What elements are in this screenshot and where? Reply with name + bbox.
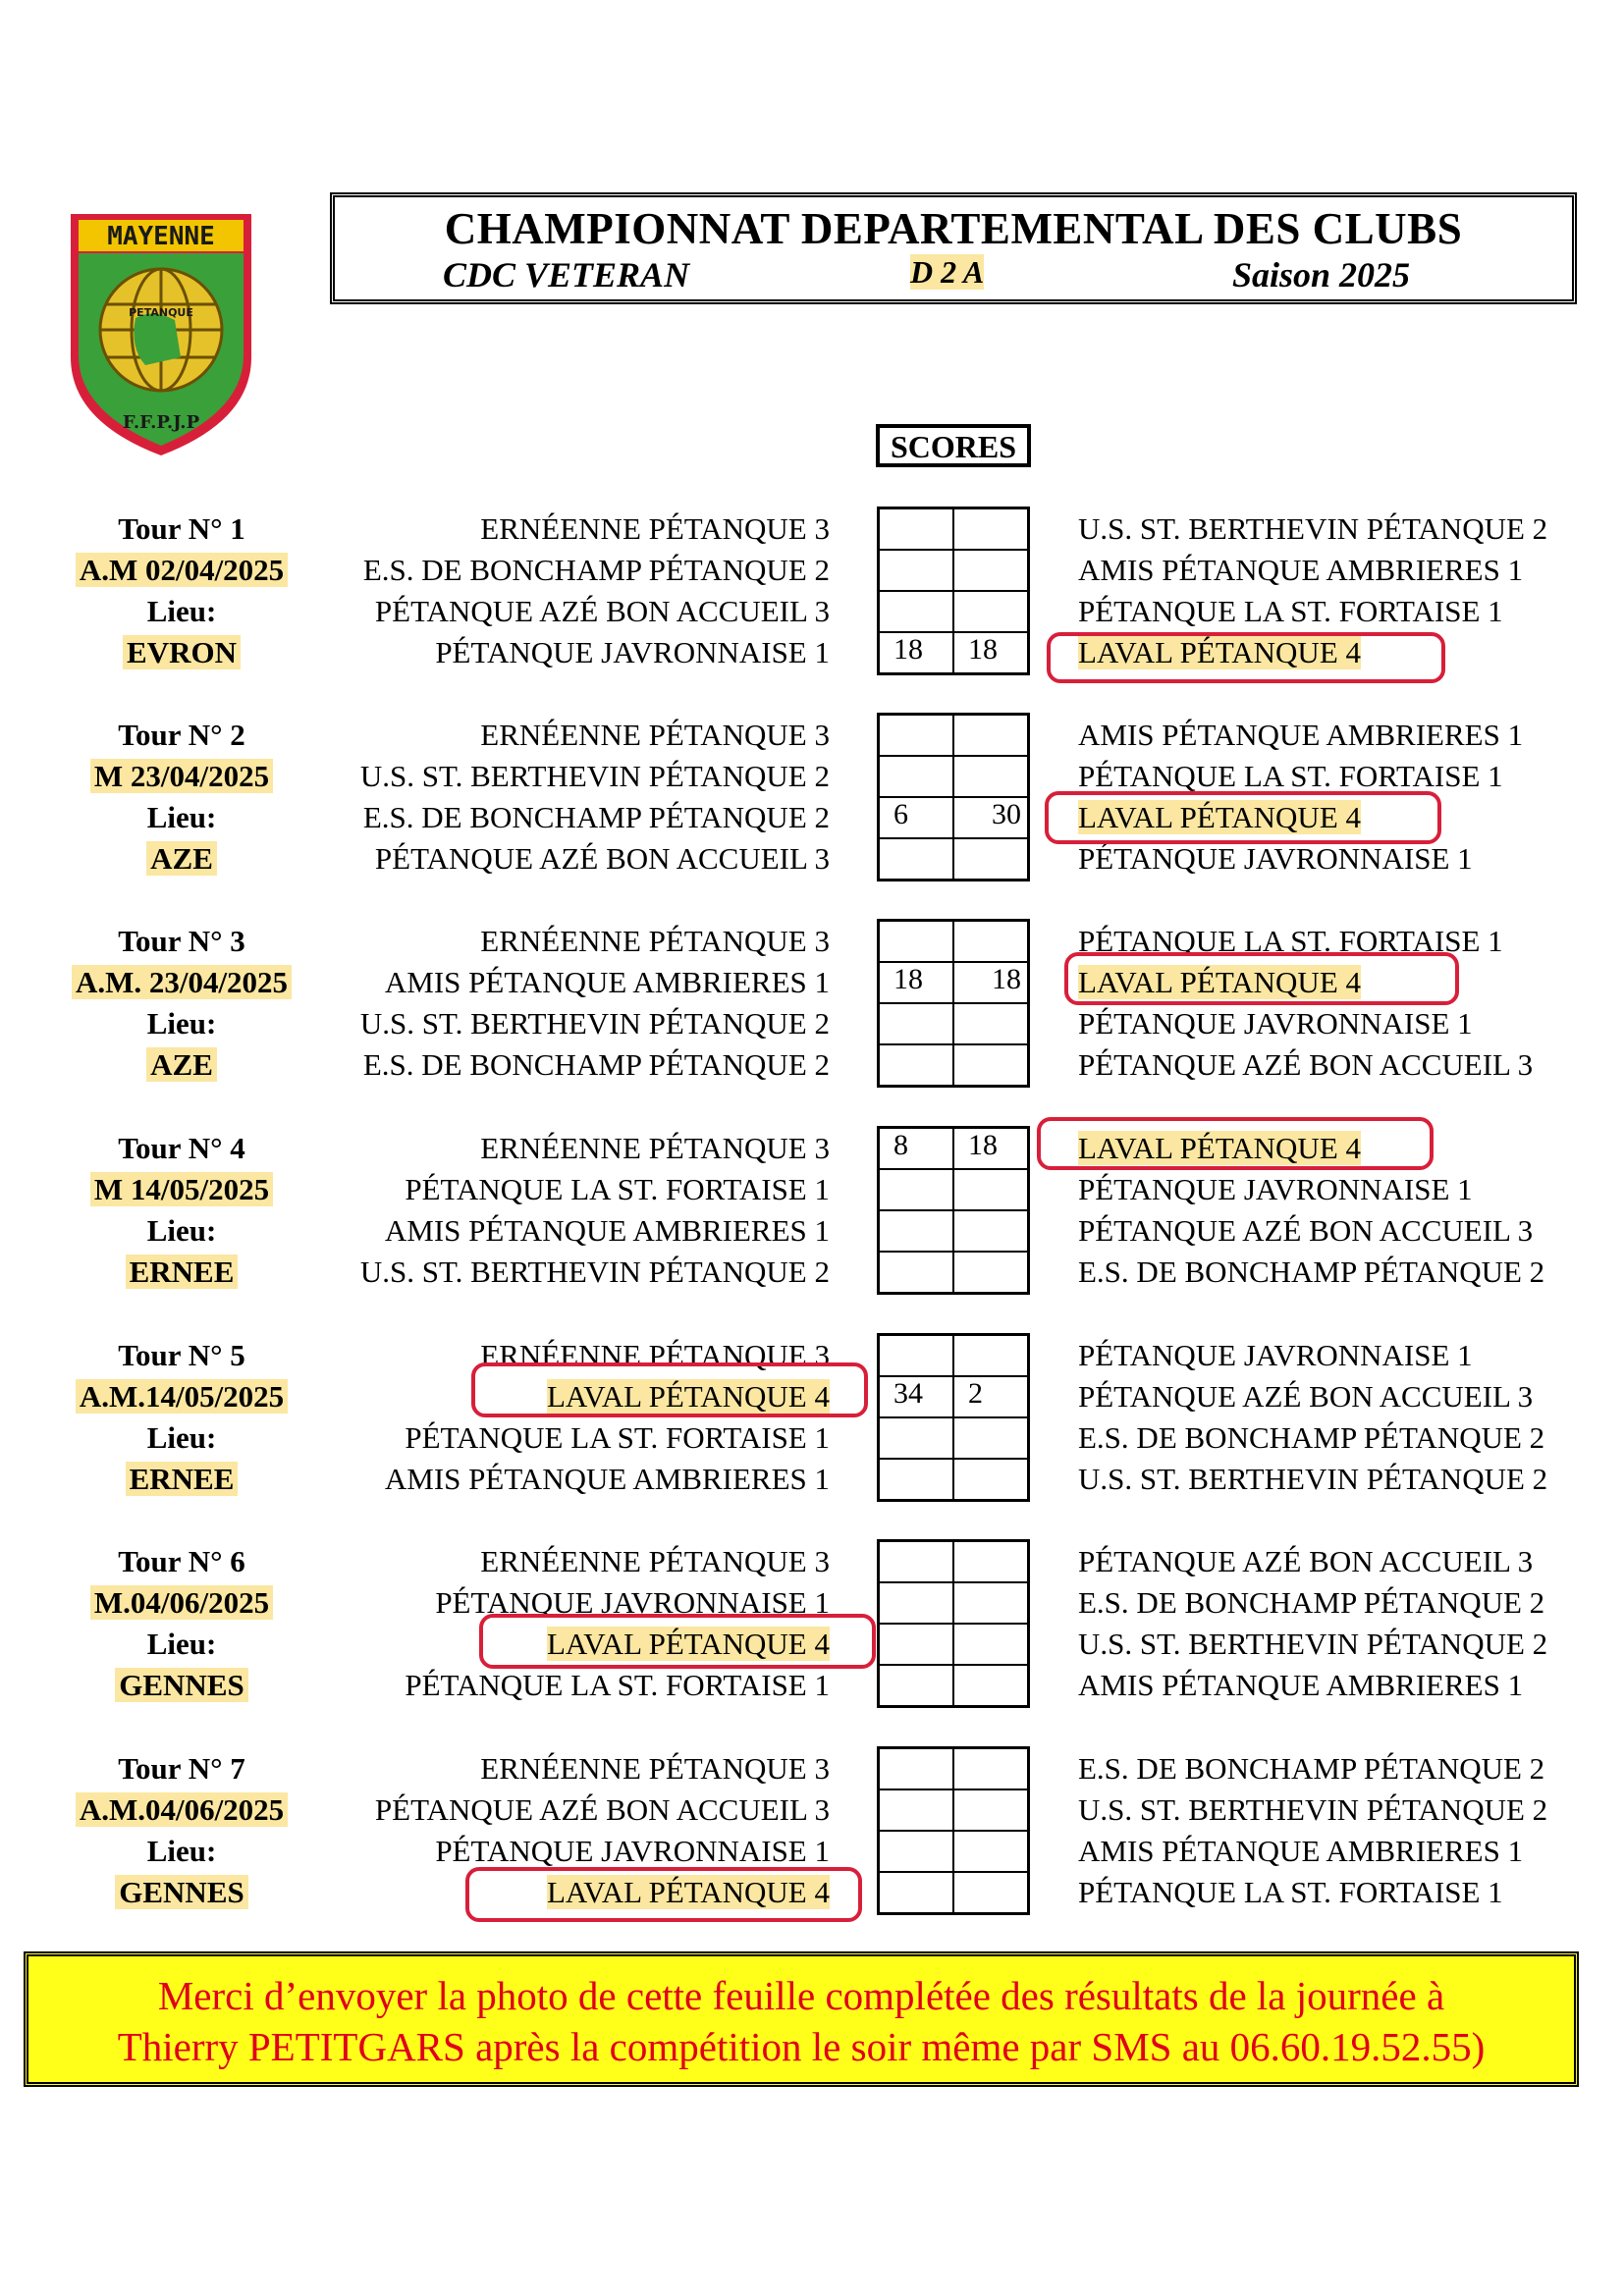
score-grid [877, 1333, 1030, 1502]
score-row [880, 1251, 1027, 1292]
score-row [880, 961, 1027, 1002]
score-row [880, 1209, 1027, 1251]
home-score-cell[interactable] [880, 839, 954, 879]
round-venue-text: EVRON [123, 635, 241, 669]
home-team-name: PÉTANQUE JAVRONNAISE 1 [435, 1834, 830, 1868]
home-score-cell[interactable] [880, 1583, 954, 1623]
away-team [1078, 1582, 1608, 1624]
score-row [880, 1416, 1027, 1458]
home-score-cell[interactable] [880, 1625, 954, 1664]
home-score-cell[interactable]: 34 [880, 1377, 954, 1416]
score-grid [877, 919, 1030, 1088]
home-score-cell[interactable] [880, 1211, 954, 1251]
away-score-cell[interactable] [954, 1211, 1027, 1251]
round-venue-label [39, 1210, 324, 1252]
away-team-name: AMIS PÉTANQUE AMBRIERES 1 [1078, 718, 1524, 752]
away-team-name: U.S. ST. BERTHEVIN PÉTANQUE 2 [1078, 511, 1548, 546]
home-score-cell[interactable] [880, 1253, 954, 1292]
score-grid [877, 1126, 1030, 1295]
category-label: CDC VETERAN [443, 255, 690, 294]
round-number-text: Tour N° 7 [118, 1751, 245, 1786]
home-team-name: ERNÉENNE PÉTANQUE 3 [480, 924, 830, 958]
round-number [39, 1128, 324, 1169]
home-team-name: ERNÉENNE PÉTANQUE 3 [480, 1131, 830, 1165]
score-row [880, 1129, 1027, 1168]
home-score-cell[interactable]: 18 [880, 963, 954, 1002]
away-score-cell[interactable] [954, 1790, 1027, 1830]
home-team [295, 756, 830, 797]
home-team [295, 1128, 830, 1169]
score-row [880, 1002, 1027, 1043]
round-number [39, 508, 324, 550]
away-team [1078, 1665, 1608, 1706]
home-team [295, 1044, 830, 1086]
away-team [1078, 1169, 1608, 1210]
home-score-cell[interactable] [880, 1170, 954, 1209]
home-score-cell[interactable] [880, 1790, 954, 1830]
score-row [880, 1623, 1027, 1664]
round-date-text: A.M.04/06/2025 [76, 1792, 288, 1827]
home-score-cell[interactable] [880, 1045, 954, 1085]
round-venue [39, 1252, 324, 1293]
round-date-text: M.04/06/2025 [90, 1585, 273, 1620]
away-team [1078, 1417, 1608, 1459]
logo-bottom-text: F.F.P.J.P [122, 412, 200, 433]
away-team [1078, 1748, 1608, 1789]
away-team-name: LAVAL PÉTANQUE 4 [1078, 635, 1362, 669]
home-score-cell[interactable] [880, 757, 954, 796]
away-team [1078, 1872, 1608, 1913]
home-score-cell[interactable] [880, 1666, 954, 1705]
away-team [1078, 1624, 1608, 1665]
home-team-name: U.S. ST. BERTHEVIN PÉTANQUE 2 [359, 1006, 830, 1041]
score-row [880, 1871, 1027, 1912]
away-team-name: U.S. ST. BERTHEVIN PÉTANQUE 2 [1078, 1462, 1548, 1496]
round-venue [39, 1665, 324, 1706]
round-date-text: M 23/04/2025 [90, 759, 273, 793]
home-team [295, 1169, 830, 1210]
round-number-text: Tour N° 6 [118, 1544, 245, 1578]
home-team [295, 591, 830, 632]
away-team [1078, 1044, 1608, 1086]
away-team-name: PÉTANQUE LA ST. FORTAISE 1 [1078, 594, 1503, 628]
away-score-cell[interactable] [954, 1004, 1027, 1043]
away-team [1078, 1003, 1608, 1044]
round-venue [39, 1872, 324, 1913]
score-grid [877, 1539, 1030, 1708]
home-score-cell[interactable] [880, 1418, 954, 1458]
mayenne-logo [65, 210, 257, 459]
away-score-cell[interactable] [954, 716, 1027, 755]
away-team-name: PÉTANQUE LA ST. FORTAISE 1 [1078, 924, 1503, 958]
round-venue [39, 838, 324, 880]
home-team [295, 715, 830, 756]
laval-highlight-circle [1064, 952, 1459, 1005]
laval-highlight-circle [1045, 791, 1441, 844]
home-team [295, 1252, 830, 1293]
round-date [39, 1376, 324, 1417]
home-team-name: ERNÉENNE PÉTANQUE 3 [480, 718, 830, 752]
score-row [880, 837, 1027, 879]
away-team-name: PÉTANQUE AZÉ BON ACCUEIL 3 [1078, 1544, 1534, 1578]
home-team [295, 1789, 830, 1831]
round-venue-text: ERNEE [126, 1462, 239, 1496]
round-venue [39, 632, 324, 673]
away-team-name: PÉTANQUE JAVRONNAISE 1 [1078, 1172, 1473, 1206]
away-score-cell[interactable] [954, 1832, 1027, 1871]
score-row [880, 1581, 1027, 1623]
score-grid [877, 1746, 1030, 1915]
away-score-cell[interactable] [954, 1460, 1027, 1499]
home-score-cell[interactable] [880, 1004, 954, 1043]
away-team-name: AMIS PÉTANQUE AMBRIERES 1 [1078, 1668, 1524, 1702]
round-venue-text: GENNES [115, 1875, 247, 1909]
away-score-cell[interactable]: 18 [968, 633, 998, 666]
away-score-cell[interactable] [954, 1583, 1027, 1623]
home-team-name: AMIS PÉTANQUE AMBRIERES 1 [384, 1462, 830, 1496]
away-score-cell[interactable] [954, 1542, 1027, 1581]
page-title: CHAMPIONNAT DEPARTEMENTAL DES CLUBS [444, 204, 1463, 253]
score-grid [877, 507, 1030, 675]
home-team-name: PÉTANQUE LA ST. FORTAISE 1 [405, 1668, 830, 1702]
away-team [1078, 1376, 1608, 1417]
home-score-cell[interactable] [880, 1542, 954, 1581]
away-score-cell[interactable] [954, 1418, 1027, 1458]
instructions-line-2: Thierry PETITGARS après la compétition le soir même par SMS au 06.60.19.52.55) [117, 2024, 1486, 2069]
home-team [295, 1210, 830, 1252]
away-score-cell[interactable]: 18 [968, 1129, 998, 1161]
home-score-cell[interactable] [880, 716, 954, 755]
home-score-cell[interactable]: 6 [880, 798, 954, 837]
home-team-name: LAVAL PÉTANQUE 4 [546, 1379, 830, 1414]
home-team-name: U.S. ST. BERTHEVIN PÉTANQUE 2 [359, 1255, 830, 1289]
home-team-name: PÉTANQUE LA ST. FORTAISE 1 [405, 1420, 830, 1455]
home-team-name: PÉTANQUE AZÉ BON ACCUEIL 3 [374, 1792, 830, 1827]
score-row [880, 1458, 1027, 1499]
away-score-cell[interactable] [954, 922, 1027, 961]
home-team [295, 1003, 830, 1044]
away-score-cell[interactable]: 18 [992, 963, 1021, 995]
round-venue-label-text: Lieu: [146, 1420, 217, 1455]
home-team [295, 838, 830, 880]
header-box [330, 192, 1577, 304]
round-venue [39, 1044, 324, 1086]
home-team [295, 797, 830, 838]
division-label [910, 254, 984, 291]
round-number-text: Tour N° 2 [118, 718, 245, 752]
away-team-name: U.S. ST. BERTHEVIN PÉTANQUE 2 [1078, 1792, 1548, 1827]
away-team-name: PÉTANQUE LA ST. FORTAISE 1 [1078, 1875, 1503, 1909]
home-team-name: E.S. DE BONCHAMP PÉTANQUE 2 [362, 553, 830, 587]
away-team [1078, 550, 1608, 591]
away-team [1078, 591, 1608, 632]
away-team-name: LAVAL PÉTANQUE 4 [1078, 965, 1362, 999]
instructions-banner [24, 1951, 1579, 2087]
away-score-cell[interactable] [954, 757, 1027, 796]
logo-center-text: PETANQUE [129, 306, 193, 319]
round-number [39, 1541, 324, 1582]
round-date [39, 756, 324, 797]
laval-highlight-circle [1037, 1117, 1434, 1170]
home-team [295, 508, 830, 550]
round-date-text: A.M 02/04/2025 [76, 553, 288, 587]
score-row [880, 1830, 1027, 1871]
away-score-cell[interactable] [954, 551, 1027, 590]
round-date-text: M 14/05/2025 [90, 1172, 273, 1206]
round-date [39, 1169, 324, 1210]
home-team-name: E.S. DE BONCHAMP PÉTANQUE 2 [362, 800, 830, 834]
home-team [295, 962, 830, 1003]
away-score-cell[interactable] [954, 1045, 1027, 1085]
away-team [1078, 1459, 1608, 1500]
away-team [1078, 1335, 1608, 1376]
away-team-name: PÉTANQUE LA ST. FORTAISE 1 [1078, 759, 1503, 793]
round-number-text: Tour N° 4 [118, 1131, 245, 1165]
round-venue-label-text: Lieu: [146, 1627, 217, 1661]
away-team-name: LAVAL PÉTANQUE 4 [1078, 1131, 1362, 1165]
round-venue-label-text: Lieu: [146, 1834, 217, 1868]
away-score-cell[interactable] [954, 1749, 1027, 1789]
score-row [880, 796, 1027, 837]
away-team-name: PÉTANQUE JAVRONNAISE 1 [1078, 1006, 1473, 1041]
away-team [1078, 508, 1608, 550]
home-team [295, 1459, 830, 1500]
away-team [1078, 1210, 1608, 1252]
home-team [295, 632, 830, 673]
home-team [295, 1748, 830, 1789]
away-team [1078, 1252, 1608, 1293]
away-score-cell[interactable] [954, 1873, 1027, 1912]
away-score-cell[interactable] [954, 1336, 1027, 1375]
score-row [880, 549, 1027, 590]
score-row [880, 1542, 1027, 1581]
score-row [880, 1664, 1027, 1705]
round-number [39, 1335, 324, 1376]
away-team-name: E.S. DE BONCHAMP PÉTANQUE 2 [1078, 1585, 1545, 1620]
round-venue-label [39, 1003, 324, 1044]
round-venue-label-text: Lieu: [146, 800, 217, 834]
home-team [295, 1541, 830, 1582]
laval-highlight-circle [465, 1867, 862, 1922]
away-score-cell[interactable] [954, 1666, 1027, 1705]
home-score-cell[interactable] [880, 1873, 954, 1912]
home-score-cell[interactable] [880, 922, 954, 961]
away-score-cell[interactable] [954, 1170, 1027, 1209]
home-team [295, 1665, 830, 1706]
home-team-name: PÉTANQUE JAVRONNAISE 1 [435, 1585, 830, 1620]
away-team-name: AMIS PÉTANQUE AMBRIERES 1 [1078, 1834, 1524, 1868]
away-team-name: PÉTANQUE JAVRONNAISE 1 [1078, 841, 1473, 876]
home-score-cell[interactable] [880, 509, 954, 549]
home-team-name: ERNÉENNE PÉTANQUE 3 [480, 511, 830, 546]
round-date [39, 962, 324, 1003]
laval-highlight-circle [479, 1614, 876, 1669]
logo-top-text: MAYENNE [107, 222, 215, 251]
away-score-cell[interactable] [954, 509, 1027, 549]
home-team-name: ERNÉENNE PÉTANQUE 3 [480, 1338, 830, 1372]
score-row [880, 1043, 1027, 1085]
home-team [295, 1417, 830, 1459]
round-venue-label [39, 1417, 324, 1459]
home-team-name: AMIS PÉTANQUE AMBRIERES 1 [384, 1213, 830, 1248]
round-venue-text: GENNES [115, 1668, 247, 1702]
home-team-name: ERNÉENNE PÉTANQUE 3 [480, 1751, 830, 1786]
round-venue-text: AZE [146, 1047, 217, 1082]
home-score-cell[interactable] [880, 551, 954, 590]
score-row [880, 1168, 1027, 1209]
home-score-cell[interactable]: 18 [880, 633, 954, 672]
score-row [880, 590, 1027, 631]
round-venue-label [39, 797, 324, 838]
home-team-name: PÉTANQUE AZÉ BON ACCUEIL 3 [374, 594, 830, 628]
home-score-cell[interactable] [880, 592, 954, 631]
home-team-name: LAVAL PÉTANQUE 4 [546, 1627, 830, 1661]
home-team-name: PÉTANQUE JAVRONNAISE 1 [435, 635, 830, 669]
division-text: D 2 A [910, 254, 985, 290]
round-venue [39, 1459, 324, 1500]
score-row [880, 716, 1027, 755]
away-team-name: E.S. DE BONCHAMP PÉTANQUE 2 [1078, 1420, 1545, 1455]
home-team [295, 550, 830, 591]
home-team-name: U.S. ST. BERTHEVIN PÉTANQUE 2 [359, 759, 830, 793]
away-score-cell[interactable] [954, 1253, 1027, 1292]
home-team-name: AMIS PÉTANQUE AMBRIERES 1 [384, 965, 830, 999]
home-score-cell[interactable] [880, 1749, 954, 1789]
away-team-name: AMIS PÉTANQUE AMBRIERES 1 [1078, 553, 1524, 587]
home-score-cell[interactable]: 8 [880, 1129, 954, 1168]
round-venue-label-text: Lieu: [146, 1006, 217, 1041]
scores-header: SCORES [876, 424, 1031, 467]
round-venue-text: AZE [146, 841, 217, 876]
away-team-name: PÉTANQUE JAVRONNAISE 1 [1078, 1338, 1473, 1372]
laval-highlight-circle [1047, 632, 1445, 683]
away-team-name: U.S. ST. BERTHEVIN PÉTANQUE 2 [1078, 1627, 1548, 1661]
away-score-cell[interactable]: 30 [992, 798, 1021, 830]
away-team [1078, 1541, 1608, 1582]
away-team-name: E.S. DE BONCHAMP PÉTANQUE 2 [1078, 1751, 1545, 1786]
round-number-text: Tour N° 5 [118, 1338, 245, 1372]
away-team-name: PÉTANQUE AZÉ BON ACCUEIL 3 [1078, 1047, 1534, 1082]
round-number-text: Tour N° 3 [118, 924, 245, 958]
score-row [880, 922, 1027, 961]
score-grid [877, 713, 1030, 881]
home-team-name: E.S. DE BONCHAMP PÉTANQUE 2 [362, 1047, 830, 1082]
score-row [880, 755, 1027, 796]
away-team-name: PÉTANQUE AZÉ BON ACCUEIL 3 [1078, 1379, 1534, 1414]
score-row [880, 1336, 1027, 1375]
away-team-name: PÉTANQUE AZÉ BON ACCUEIL 3 [1078, 1213, 1534, 1248]
home-team-name: PÉTANQUE AZÉ BON ACCUEIL 3 [374, 841, 830, 876]
score-row [880, 631, 1027, 672]
round-venue-label-text: Lieu: [146, 594, 217, 628]
home-score-cell[interactable] [880, 1336, 954, 1375]
round-date [39, 1789, 324, 1831]
away-score-cell[interactable] [954, 592, 1027, 631]
season-label: Saison 2025 [1232, 255, 1411, 294]
away-team-name: E.S. DE BONCHAMP PÉTANQUE 2 [1078, 1255, 1545, 1289]
round-venue-label [39, 1831, 324, 1872]
away-score-cell[interactable]: 2 [968, 1377, 983, 1410]
away-team [1078, 715, 1608, 756]
home-team [295, 1831, 830, 1872]
home-team-name: ERNÉENNE PÉTANQUE 3 [480, 1544, 830, 1578]
home-team [295, 921, 830, 962]
away-team [1078, 1831, 1608, 1872]
score-row [880, 1789, 1027, 1830]
laval-highlight-circle [471, 1362, 868, 1417]
round-date-text: A.M.14/05/2025 [76, 1379, 288, 1414]
round-date [39, 550, 324, 591]
away-team-name: LAVAL PÉTANQUE 4 [1078, 800, 1362, 834]
round-venue-label [39, 1624, 324, 1665]
round-number [39, 1748, 324, 1789]
round-number [39, 921, 324, 962]
instructions-line-1: Merci d’envoyer la photo de cette feuille complétée des résultats de la journée à [157, 1973, 1445, 2018]
home-score-cell[interactable] [880, 1832, 954, 1871]
away-score-cell[interactable] [954, 839, 1027, 879]
home-team-name: PÉTANQUE LA ST. FORTAISE 1 [405, 1172, 830, 1206]
home-score-cell[interactable] [880, 1460, 954, 1499]
home-team-name: LAVAL PÉTANQUE 4 [546, 1875, 830, 1909]
score-row [880, 1749, 1027, 1789]
away-team [1078, 1789, 1608, 1831]
round-number [39, 715, 324, 756]
round-date [39, 1582, 324, 1624]
round-date-text: A.M. 23/04/2025 [72, 965, 292, 999]
round-venue-label [39, 591, 324, 632]
score-row [880, 509, 1027, 549]
round-venue-label-text: Lieu: [146, 1213, 217, 1248]
away-team [1078, 838, 1608, 880]
round-number-text: Tour N° 1 [118, 511, 245, 546]
away-score-cell[interactable] [954, 1625, 1027, 1664]
score-row [880, 1375, 1027, 1416]
round-venue-text: ERNEE [126, 1255, 239, 1289]
